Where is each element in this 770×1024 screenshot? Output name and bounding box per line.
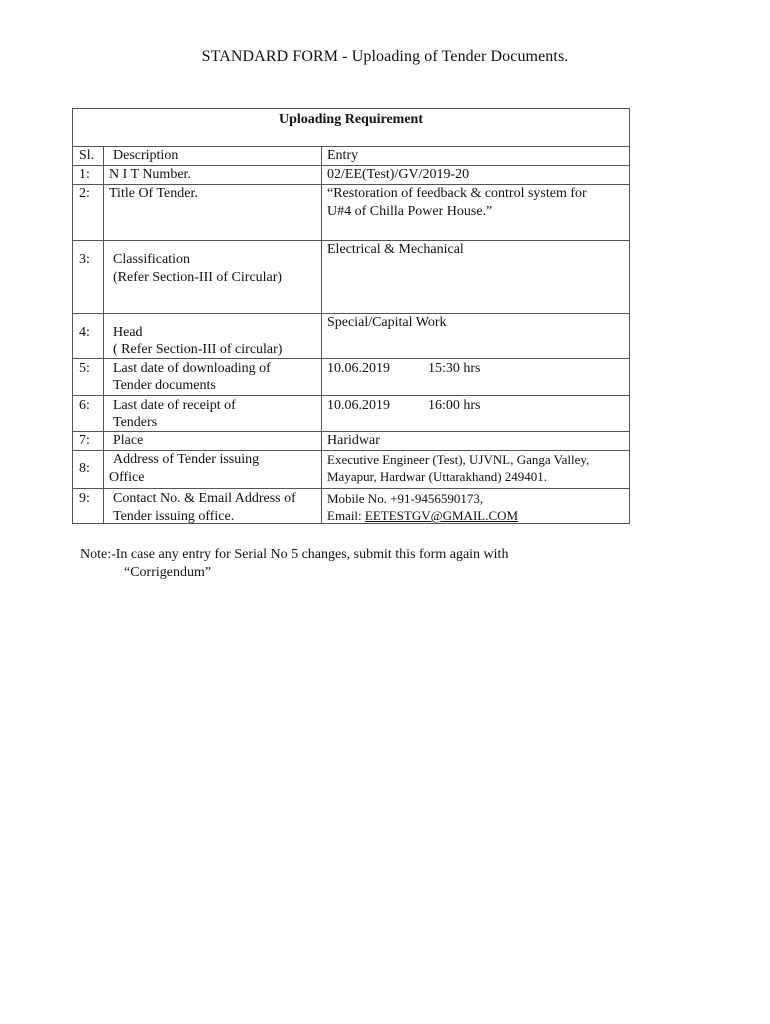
row-5-description-line-2: Tender documents — [113, 378, 216, 393]
row-3-entry: Electrical & Mechanical — [327, 242, 464, 257]
row-6-date: 10.06.2019 — [327, 398, 390, 413]
row-8-entry-line-1: Executive Engineer (Test), UJVNL, Ganga Valley, — [327, 452, 590, 467]
header-entry: Entry — [327, 148, 359, 163]
uploading-requirement-table — [72, 108, 630, 524]
header-description: Description — [113, 148, 179, 163]
row-2-description: Title Of Tender. — [109, 186, 198, 201]
row-6-sl: 6: — [79, 398, 90, 413]
row-3-sl: 3: — [79, 252, 90, 267]
row-9-description-line-1: Contact No. & Email Address of — [113, 491, 296, 506]
row-8-description-line-1: Address of Tender issuing — [113, 452, 260, 467]
row-8-entry-line-2: Mayapur, Hardwar (Uttarakhand) 249401. — [327, 469, 548, 484]
row-5-date: 10.06.2019 — [327, 361, 390, 376]
note — [80, 546, 508, 582]
row-1-description: N I T Number. — [109, 167, 191, 182]
row-3-description-line-1: Classification — [113, 252, 190, 267]
row-6-description-line-1: Last date of receipt of — [113, 398, 236, 413]
page-title: STANDARD FORM - Uploading of Tender Documents. — [201, 48, 569, 65]
column-divider — [321, 146, 322, 524]
row-7-sl: 7: — [79, 433, 90, 448]
email-link[interactable]: EETESTGV@GMAIL.COM — [364, 508, 519, 523]
row-9-description-line-2: Tender issuing office. — [113, 509, 235, 524]
row-divider — [73, 488, 629, 489]
row-6-description-line-2: Tenders — [113, 415, 158, 430]
note-line-1: Note:-In case any entry for Serial No 5 changes, submit this form again with — [80, 547, 509, 562]
row-2-entry-line-1: “Restoration of feedback & control system for — [327, 186, 587, 201]
column-divider — [103, 146, 104, 524]
row-6-time: 16:00 hrs — [428, 398, 481, 413]
row-4-sl: 4: — [79, 325, 90, 340]
row-2-entry-line-2: U#4 of Chilla Power House.” — [327, 204, 493, 219]
row-7-entry: Haridwar — [327, 433, 380, 448]
header-sl: Sl. — [79, 148, 95, 163]
row-8-sl: 8: — [79, 461, 90, 476]
row-divider — [73, 395, 629, 396]
row-4-description-line-2: ( Refer Section-III of circular) — [113, 342, 283, 357]
row-7-description: Place — [113, 433, 144, 448]
row-3-description-line-2: (Refer Section-III of Circular) — [113, 270, 283, 285]
row-9-mobile: Mobile No. +91-9456590173, — [327, 491, 484, 506]
table-heading: Uploading Requirement — [278, 112, 424, 127]
row-5-description-line-1: Last date of downloading of — [113, 361, 271, 376]
row-5-time: 15:30 hrs — [428, 361, 481, 376]
note-line-2: “Corrigendum” — [124, 565, 212, 580]
row-1-sl: 1: — [79, 167, 90, 182]
row-4-description-line-1: Head — [113, 325, 143, 340]
row-2-sl: 2: — [79, 186, 90, 201]
row-9-sl: 9: — [79, 491, 90, 506]
row-1-entry: 02/EE(Test)/GV/2019-20 — [327, 167, 470, 182]
email-label: Email: — [327, 508, 365, 523]
row-5-sl: 5: — [79, 361, 90, 376]
row-9-email-line — [327, 507, 518, 524]
row-4-entry: Special/Capital Work — [327, 315, 447, 330]
row-8-description-line-2: Office — [109, 470, 145, 485]
